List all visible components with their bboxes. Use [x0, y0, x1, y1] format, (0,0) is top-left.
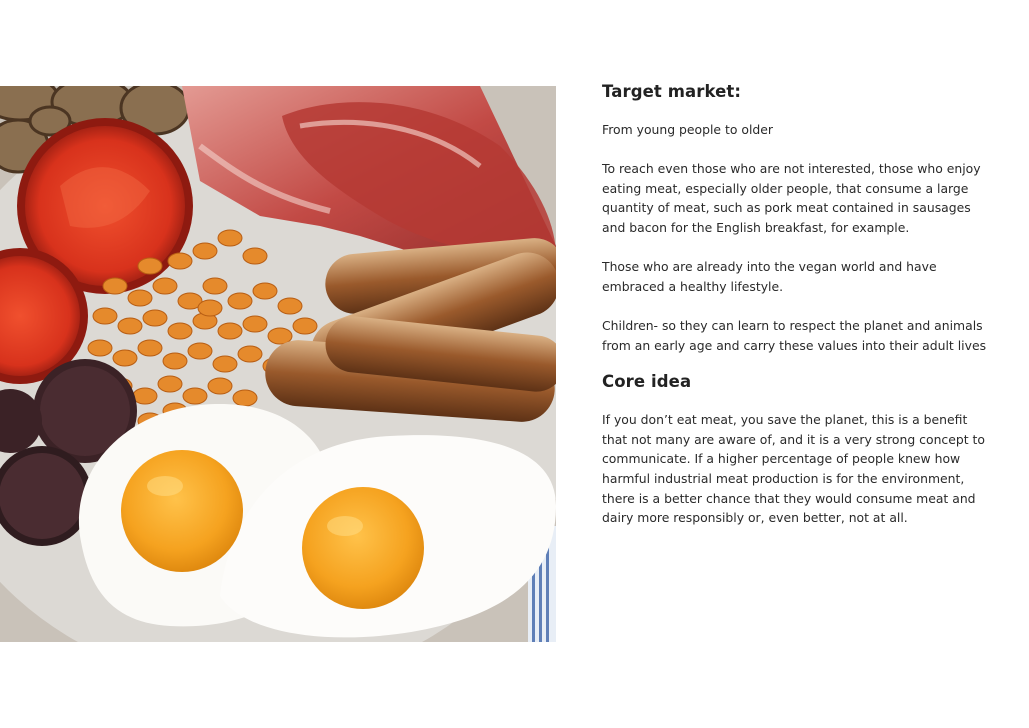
target-market-heading: Target market:	[602, 82, 742, 101]
core-idea-paragraph: If you don’t eat meat, you save the planet, this is a benefit that not many are aware of, and it is a very strong concept to communicate. If a higher percentage of people knew how harmful industrial meat production is for the environment, there is a better chance that they would consume meat and dairy more responsibly or, even better, not at all.	[602, 412, 985, 526]
target-market-paragraph-3: Those who are already into the vegan world and have embraced a healthy lifestyle.	[602, 259, 937, 294]
full-english-breakfast-image	[0, 86, 556, 642]
breakfast-photo	[0, 86, 556, 642]
text-column	[602, 82, 992, 528]
target-market-paragraph-2: To reach even those who are not interested, those who enjoy eating meat, especially older people, that consume a large quantity of meat, such as pork meat contained in sausages and bacon for the English breakfast, for example.	[602, 161, 981, 235]
target-market-paragraph-1: From young people to older	[602, 122, 773, 137]
target-market-paragraph-4: Children- so they can learn to respect the planet and animals from an early age and carry these values into their adult lives	[602, 317, 987, 353]
core-idea-heading: Core idea	[602, 372, 692, 392]
